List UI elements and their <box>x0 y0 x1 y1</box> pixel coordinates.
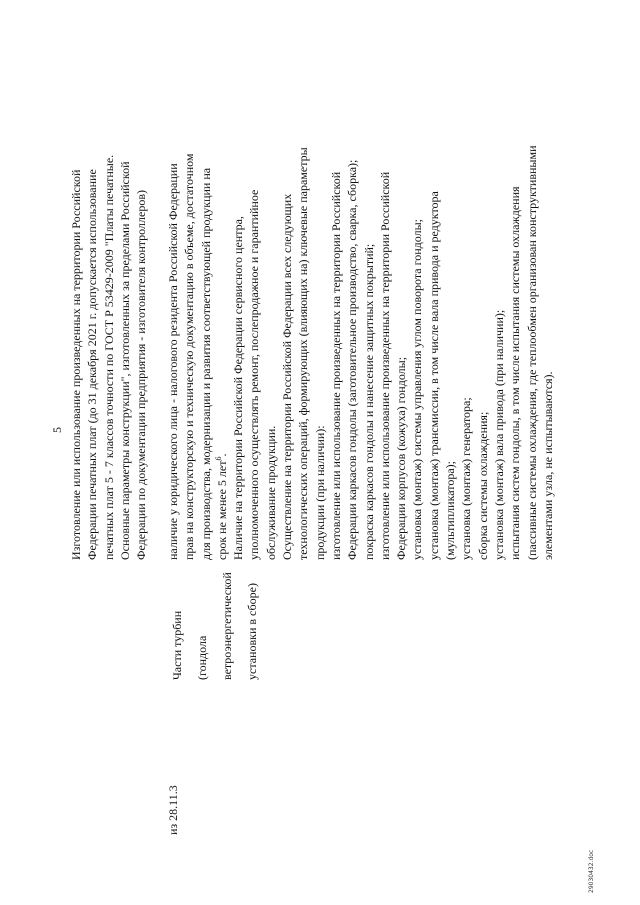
text-fragment: . <box>214 453 229 457</box>
text-line: Федерации печатных плат (до 31 декабря 2021 г. допускается использование <box>85 169 100 560</box>
product-name-line: (гондола <box>195 635 209 680</box>
text-line: продукции (при наличии): <box>312 425 327 560</box>
text-line: установка (монтаж) генератора; <box>459 397 474 560</box>
footnote-marker: 6 <box>213 456 223 461</box>
text-line: наличие у юридического лица - налогового резидента Российской Федерации <box>166 163 180 560</box>
text-line: Наличие на территории Российской Федерации сервисного центра, <box>231 216 246 560</box>
text-line: установка (монтаж) вала привода (при наличии); <box>491 309 506 560</box>
text-line: Федерации по документации предприятия - изготовителя контроллеров) <box>134 190 149 560</box>
document-file-label: 29030432.doc <box>588 849 595 893</box>
product-name-line: установки в сборе) <box>245 583 259 680</box>
text-line: (пассивные системы охлаждения, где теплообмен организован конструктивными <box>524 145 539 560</box>
text-line: испытания систем гондолы, в том числе испытания системы охлаждения <box>508 186 523 560</box>
text-line: для производства, модернизации и развития соответствующей продукции на <box>198 167 213 560</box>
text-line: Основные параметры конструкции", изготовленных за пределами Российской <box>117 161 132 560</box>
okpd-code-cell: из 28.11.3 <box>166 785 180 835</box>
text-fragment: срок не менее 5 лет <box>214 460 229 560</box>
text-line: изготовление или использование произведенных на территории Российской <box>328 171 343 560</box>
text-line: прав на конструкторскую и техническую документацию в объеме, достаточном <box>182 153 197 560</box>
text-line: установка (монтаж) системы управления углом поворота гондолы; <box>410 219 425 560</box>
text-line: уполномоченного осуществлять ремонт, послепродажное и гарантийное <box>247 189 262 560</box>
text-line-with-footnote <box>214 146 230 561</box>
text-line: покраска каркасов гондолы и нанесение защитных покрытий; <box>361 243 376 560</box>
text-line: технологических операций, формирующих (влияющих на) ключевые параметры <box>296 147 311 560</box>
product-name-line: ветроэнергетической <box>220 572 234 680</box>
text-line: элементами узла, не испытываются). <box>540 371 555 560</box>
text-line: установка (монтаж) трансмиссии, в том числе вала привода и редуктора <box>426 191 441 560</box>
text-line: Осуществление на территории Российской Федерации всех следующих <box>280 193 295 560</box>
requirements-text <box>165 146 556 561</box>
text-line: изготовление или использование произведенных на территории Российской <box>377 171 392 560</box>
page-number: 5 <box>50 427 64 433</box>
text-line: Федерации каркасов гондолы (заготовительное производство, сварка, сборка); <box>345 159 360 560</box>
text-line: сборка системы охлаждения; <box>475 411 490 560</box>
text-line: печатных плат 5 - 7 классов точности по ГОСТ Р 53429-2009 "Платы печатные. <box>101 154 116 560</box>
text-line: обслуживание продукции. <box>263 425 278 560</box>
product-name-line: Части турбин <box>170 610 184 680</box>
text-line: Изготовление или использование произведенных на территории Российской <box>69 169 83 560</box>
text-line: (мультипликатора); <box>443 461 458 560</box>
preceding-requirement-text <box>68 155 149 560</box>
text-line: Федерации корпусов (кожуха) гондолы; <box>394 356 409 560</box>
